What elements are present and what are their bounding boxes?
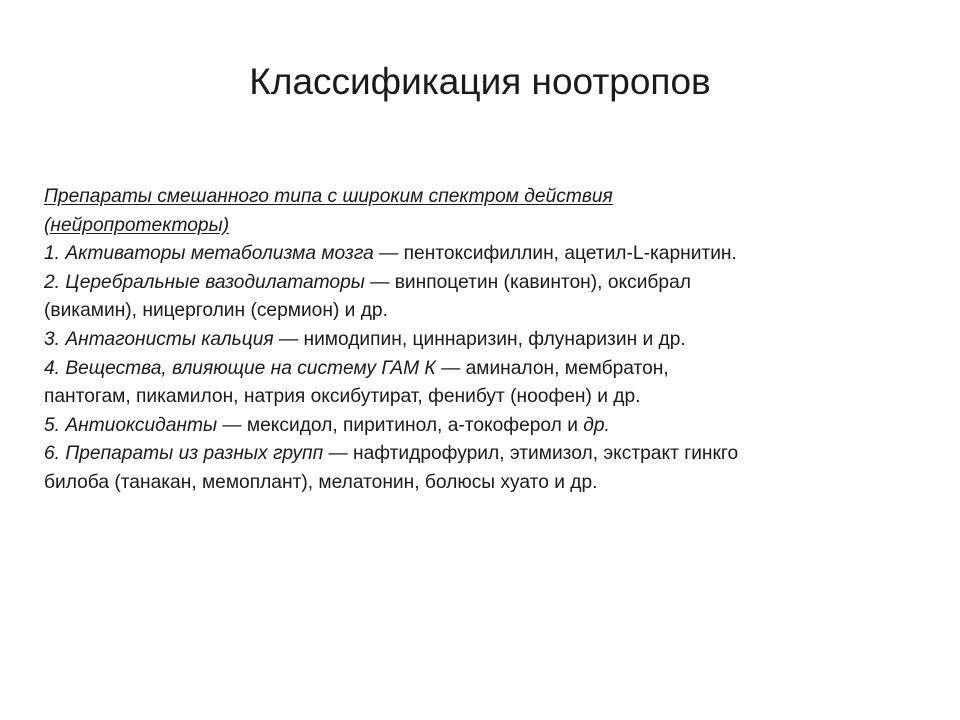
list-item-4 — [44, 355, 934, 384]
item-6-term: 6. Препараты из разных групп — [44, 443, 324, 465]
subtitle-line-1: Препараты смешанного типа с широким спектром действия — [44, 186, 613, 207]
list-item-6 — [44, 440, 934, 469]
item-3-text: — нимодипин, циннаризин, флунаризин и др. — [273, 328, 686, 350]
list-item-2 — [44, 269, 934, 298]
list-item-4-continuation: пантогам, пикамилон, натрия оксибутират, фенибут (ноофен) и др. — [44, 386, 641, 408]
list-item-2-continuation: (викамин), ницерголин (сермион) и др. — [44, 300, 388, 322]
item-5-text: — мексидол, пиритинол, а-токоферол и — [217, 414, 584, 436]
list-item-5 — [44, 412, 934, 441]
list-item-3 — [44, 326, 934, 355]
item-4-term: 4. Вещества, влияющие на систему ГАМ К — [44, 357, 436, 379]
item-4-text: — аминалон, мембратон, — [435, 357, 669, 379]
item-2-text: — винпоцетин (кавинтон), оксибрал — [364, 271, 691, 293]
item-2-term: 2. Церебральные вазодилататоры — [44, 271, 365, 293]
slide-body — [44, 183, 934, 498]
item-3-term: 3. Антагонисты кальция — [44, 328, 274, 350]
list-item-6-continuation: билоба (танакан, мемоплант), мелатонин, болюсы хуато и др. — [44, 471, 598, 493]
item-6-text: — нафтидрофурил, этимизол, экстракт гинкго — [323, 443, 739, 465]
slide-title: Классификация ноотропов — [249, 61, 711, 102]
list-item-1 — [44, 240, 934, 269]
item-1-term: 1. Активаторы метаболизма мозга — [44, 243, 374, 265]
item-5-trailing: др. — [583, 414, 610, 436]
subtitle-line-2: (нейропротекторы) — [44, 214, 230, 236]
item-1-text: — пентоксифиллин, ацетил-L-карнитин. — [373, 243, 737, 265]
item-5-term: 5. Антиоксиданты — [44, 414, 218, 436]
